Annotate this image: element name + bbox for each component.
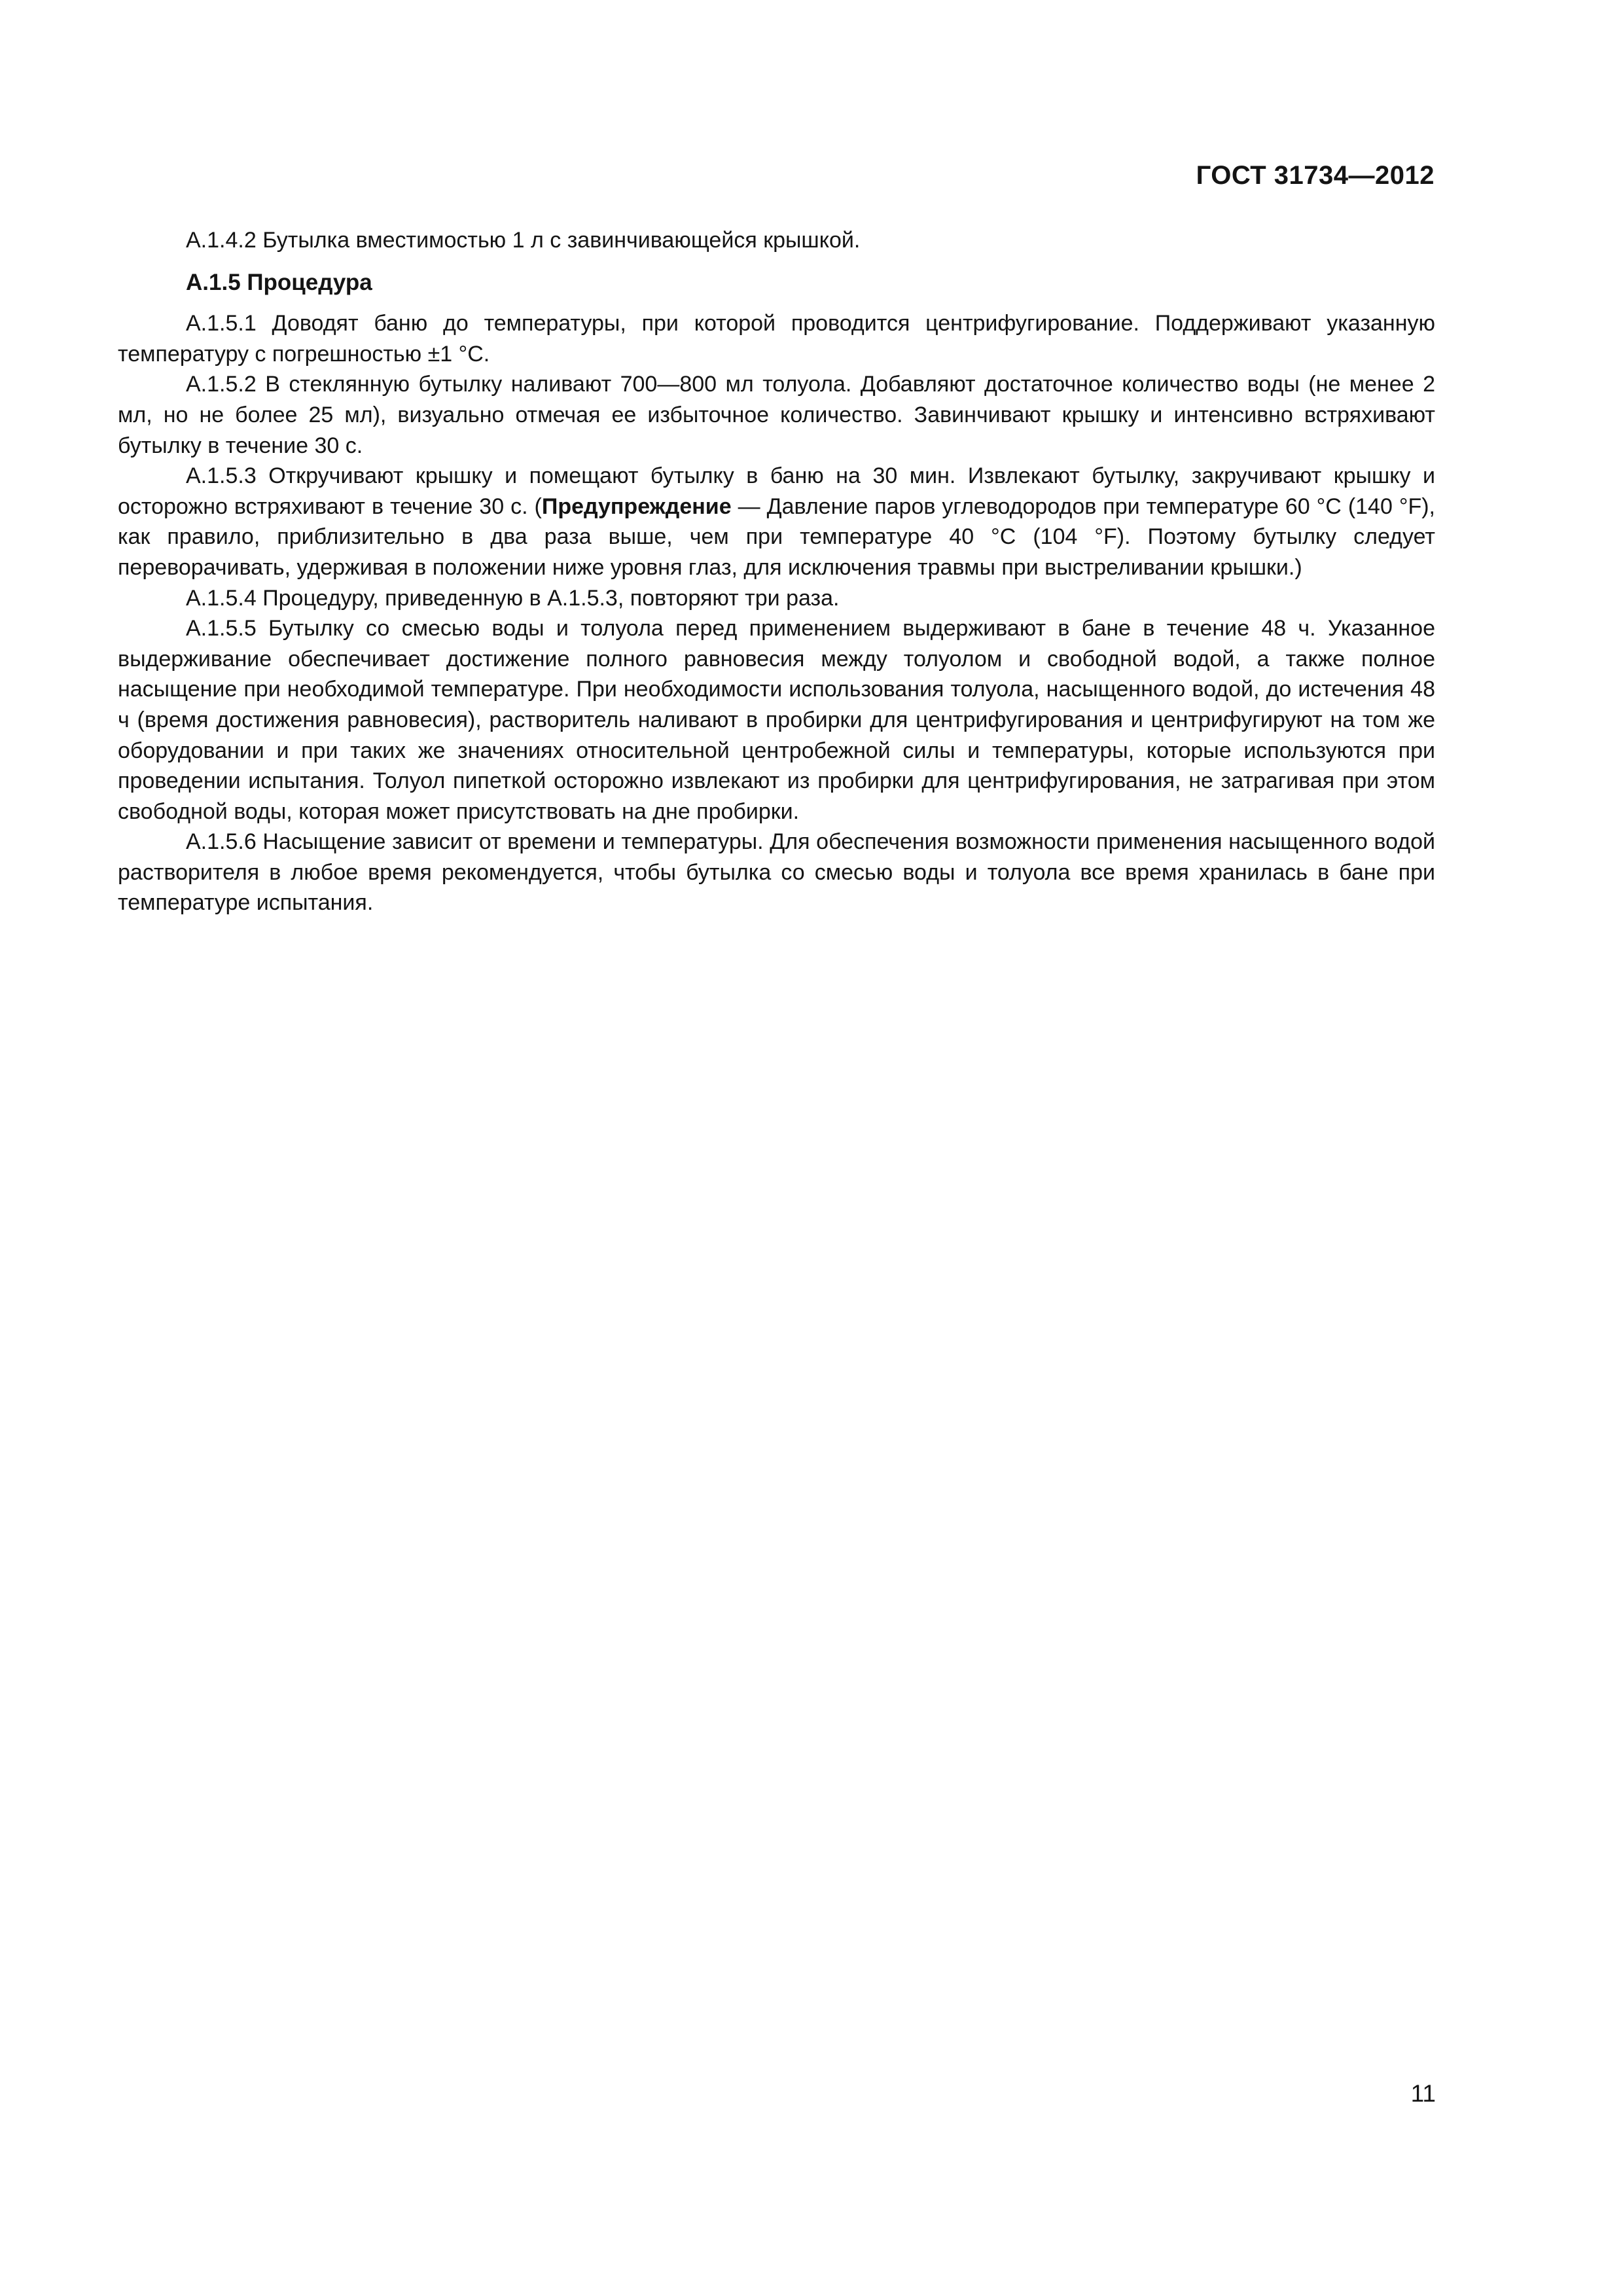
paragraph-a151: А.1.5.1 Доводят баню до температуры, при которой проводится центрифугирование. Поддерживают указанную температуру с погрешностью ±1 °С. [118, 311, 1435, 367]
paragraph-a153-text-before: А.1.5.3 Откручивают крышку и помещают бутылку в баню на 30 мин. Извлекают бутылку, закручивают крышку и осторожно встряхивают в течение 30 с. ( [118, 463, 1435, 519]
warning-label: Предупреждение [541, 493, 732, 519]
document-header-standard: ГОСТ 31734—2012 [1196, 161, 1435, 190]
page-number: 11 [1410, 2080, 1436, 2107]
paragraph-a152: А.1.5.2 В стеклянную бутылку наливают 700—800 мл толуола. Добавляют достаточное количество воды (не менее 2 мл, но не более 25 мл), визуально отмечая ее избыточное количество. Завинчивают крышку и интенсивно встряхивают бутылку в течение 30 с. [118, 372, 1435, 458]
paragraph-a155: А.1.5.5 Бутылку со смесью воды и толуола перед применением выдерживают в бане в течение 48 ч. Указанное выдерживание обеспечивает достижение полного равновесия между толуолом и свободной водой, а также полное насыщение при необходимой температуре. При необходимости использования толуола, насыщенного водой, до истечения 48 ч (время достижения равновесия), растворитель наливают в пробирки для центрифугирования и центрифугируют на том же оборудовании и при таких же значениях относительной центробежной силы и температуры, которые используются при проведении испытания. Толуол пипеткой осторожно извлекают из пробирки для центрифугирования, не затрагивая при этом свободной воды, которая может присутствовать на дне пробирки. [118, 616, 1435, 824]
paragraph-a142: А.1.4.2 Бутылка вместимостью 1 л с завинчивающейся крышкой. [186, 228, 861, 253]
paragraph-a154: А.1.5.4 Процедуру, приведенную в А.1.5.3, повторяют три раза. [186, 585, 840, 611]
paragraph-a153 [118, 461, 1435, 583]
section-heading-a15: А.1.5 Процедура [186, 269, 372, 295]
paragraph-a153-text-after: — Давление паров углеводородов при температуре 60 °С (140 °F), как правило, приблизительно в два раза выше, чем при температуре 40 °С (104 °F). Поэтому бутылку следует переворачивать, удерживая в положении ниже уровня глаз, для исключения травмы при выстреливании крышки.) [118, 493, 1436, 580]
document-body [118, 225, 1435, 918]
paragraph-a156: А.1.5.6 Насыщение зависит от времени и температуры. Для обеспечения возможности применения насыщенного водой растворителя в любое время рекомендуется, чтобы бутылка со смесью воды и толуола все время хранилась в бане при температуре испытания. [118, 829, 1435, 916]
